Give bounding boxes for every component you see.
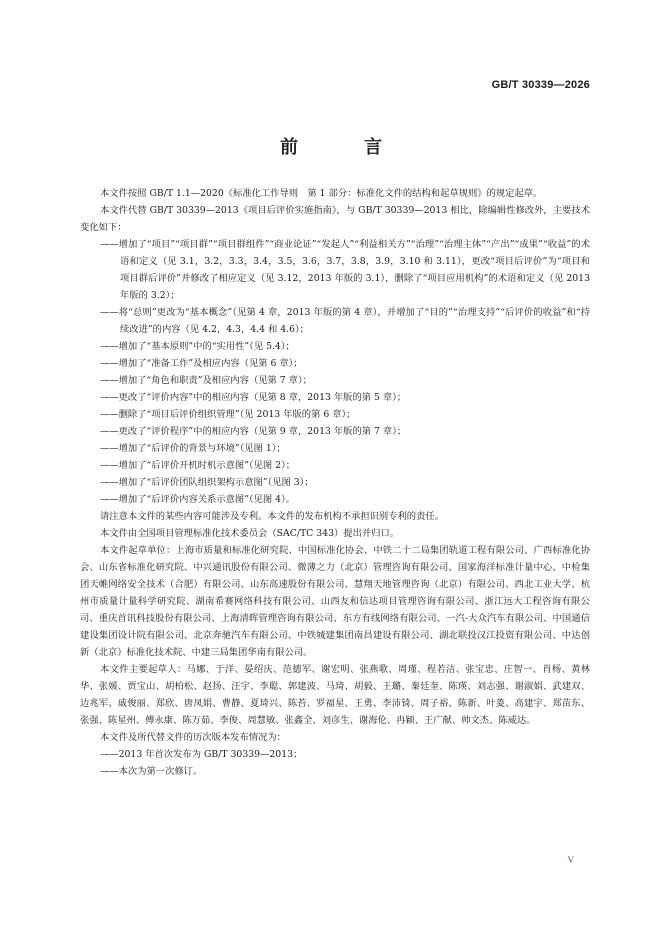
body-paragraph: 本文件按照 GB/T 1.1—2020《标准化工作导则 第 1 部分：标准化文件的结构和起草规则》的规定起草。 <box>100 188 543 199</box>
body-paragraph: 本文件及所代替文件的历次版本发布情况为： <box>100 732 286 743</box>
body-paragraph: 本文件起草单位：上海市质量和标准化研究院、中国标准化协会、中铁二十二局集团轨道工程有限公司、广西标准化协会、山东省标准化研究院、中兴通讯股份有限公司、微薄之力（北京）管理咨询有限公司、国家海洋标准计量中心、中检集团天帷网络安全技术（合肥）有限公司、山东高速股份有限公司、慧翔天地管理咨询（北京）有限公司、西北工业大学、杭州市质量计量科学研究院、湖南希赛网络科技有限公司、山西友和信达项目管理咨询有限公司、浙江远大工程咨询有限公司、重庆首讯科技股份有限公司、上海清晖管理咨询有限公司、东方有线网络有限公司、一汽-大众汽车有限公司、中国通信建设集团设计院有限公司、北京奔驰汽车有限公司、中铁城建集团南昌建设有限公司、湖北联投汉江投资有限公司、中达创新（北京）标准化技术院、中建三局集团华南有限公司。 <box>80 545 590 658</box>
change-list-item: ——增加了“角色和职责”及相应内容（见第 7 章）； <box>100 375 312 386</box>
change-list-item: ——增加了“基本原则”中的“实用性”（见 5.4）； <box>100 341 295 352</box>
change-list-item: ——2013 年首次发布为 GB/T 30339—2013； <box>100 749 303 760</box>
change-list-item: ——增加了“后评价的背景与环境”（见图 1）； <box>100 443 286 454</box>
change-list-item: ——将“总则”更改为“基本概念”（见第 4 章，2013 年版的第 4 章），并增加了“目的”“治理支持”“后评价的收益”和“持续改进”的内容（见 4.2，4.3，4.4 和 4.6）； <box>100 307 590 335</box>
change-list-item: ——增加了“准备工作”及相应内容（见第 6 章）； <box>100 358 303 369</box>
change-list-item: ——更改了“评价程序”中的相应内容（见第 9 章，2013 年版的第 7 章）； <box>100 426 407 437</box>
change-list-item: ——增加了“后评价内容关系示意图”（见图 4）。 <box>100 494 296 505</box>
standard-code: GB/T 30339—2026 <box>491 79 590 91</box>
change-list-item: ——删除了“项目后评价组织管理”（见 2013 年版的第 6 章）； <box>100 409 356 420</box>
page-number: V <box>567 855 574 865</box>
change-list-item: ——本次为第一次修订。 <box>100 766 203 777</box>
page-title: 前 言 <box>280 137 406 158</box>
body-paragraph: 本文件由全国项目管理标准化技术委员会（SAC/TC 343）提出并归口。 <box>100 528 400 539</box>
foreword-body <box>80 185 590 780</box>
change-list-item: ——增加了“后评价团队组织架构示意图”（见图 3）； <box>100 477 314 488</box>
body-paragraph: 本文件主要起草人：马娜、于洋、晏绍庆、范德军、谢宏明、张燕歌、周瑾、程若洁、张宝忠、庄智一、肖杨、黄林华、张媛、贾宝山、胡柏松、赵扬、汪宇、李聪、郭建波、马琦、胡毅、王璐、秦廷奎、陈瑛、刘志强、谢淑娟、武建双、边兆军、戚俊丽、郑欣、唐凤娟、曹静、夏琦兴、陈苔、罗福星、王勇、李沛锜、周子裕、陈新、叶菱、高建宇、郑苗东、张强、陈星州、傅永康、陈万茹、李俊、周慧敏、张鑫全、刘彦生、谢海伦、冉颖、王广献、帅文杰、陈威达。 <box>80 664 590 726</box>
change-list-item: ——更改了“评价内容”中的相应内容（见第 8 章，2013 年版的第 5 章）； <box>100 392 407 403</box>
change-list-item: ——增加了“项目”“项目群”“项目群组件”“商业论证”“发起人”“利益相关方”“治理”“治理主体”“产出”“成果”“收益”的术语和定义（见 3.1，3.2，3.3，3.4，3.5，3.6，3.7，3.8，3.9，3.10 和 3.11），更改“项目后评价”为“项目和项目群后评价”并修改了相应定义（见 3.12，2013 年版的 3.1），删除了“项目应用机构”的术语和定义（见 2013 年版的 3.2）； <box>100 239 590 301</box>
body-paragraph: 本文件代替 GB/T 30339—2013《项目后评价实施指南》，与 GB/T 30339—2013 相比，除编辑性修改外，主要技术变化如下： <box>80 205 590 233</box>
change-list-item: ——增加了“后评价开机时机示意图”（见图 2）； <box>100 460 296 471</box>
body-paragraph: 请注意本文件的某些内容可能涉及专利。本文件的发布机构不承担识别专利的责任。 <box>100 511 444 522</box>
